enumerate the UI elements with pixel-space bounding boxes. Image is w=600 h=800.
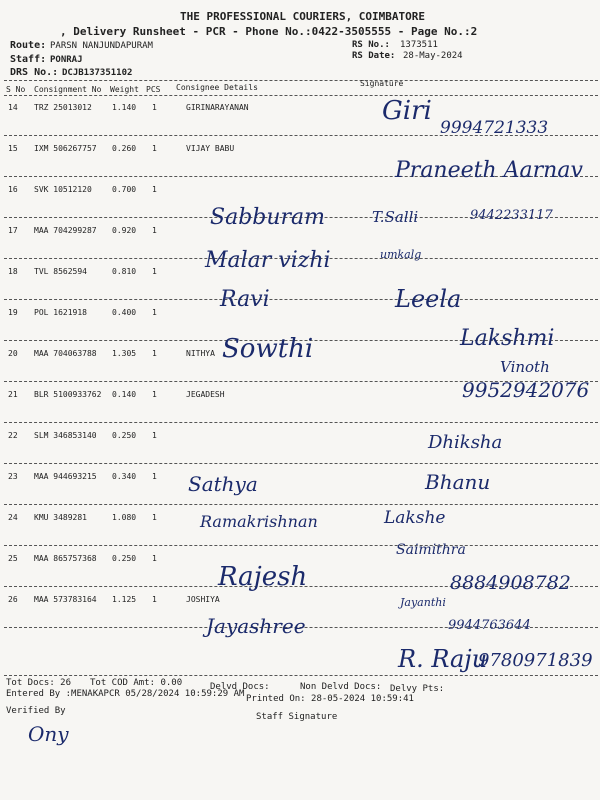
row-weight: 0.260: [112, 144, 137, 153]
handwritten-signature: Leela: [395, 285, 462, 313]
handwritten-signature: T.Salli: [372, 208, 419, 226]
row-sno: 14: [8, 103, 18, 112]
row-consignment-no: SLM 346853140: [34, 431, 97, 440]
handwritten-phone: 9994721333: [440, 118, 549, 138]
rs-no-value: 1373511: [400, 40, 438, 50]
handwritten-phone: 8884908782: [450, 572, 571, 594]
row-weight: 0.140: [112, 390, 137, 399]
row-weight: 1.125: [112, 595, 137, 604]
row-sno: 18: [8, 267, 18, 276]
delivery-points: Delvy Pts:: [390, 684, 445, 694]
route-label: Route:: [10, 40, 47, 51]
row-consignment-no: MAA 573783164: [34, 595, 97, 604]
printed-on: Printed On: 28-05-2024 10:59:41: [246, 694, 414, 704]
staff-value: PONRAJ: [50, 55, 83, 65]
row-pcs: 1: [152, 513, 157, 522]
row-pcs: 1: [152, 267, 157, 276]
row-sno: 23: [8, 472, 18, 481]
row-weight: 0.340: [112, 472, 137, 481]
row-consignment-no: KMU 3489281: [34, 513, 87, 522]
row-weight: 0.920: [112, 226, 137, 235]
handwritten-signature: R. Raju: [398, 645, 488, 673]
row-divider: [4, 299, 598, 300]
handwritten-signature: Lakshmi: [460, 326, 555, 351]
non-delivered-docs: Non Delvd Docs:: [300, 682, 382, 692]
row-divider: [4, 463, 598, 464]
runsheet-subtitle: , Delivery Runsheet - PCR - Phone No.:0422-3505555 - Page No.:2: [60, 25, 478, 38]
col-consignment: Consignment No: [34, 85, 102, 94]
row-sno: 16: [8, 185, 18, 194]
table-row: [0, 424, 600, 465]
row-weight: 1.305: [112, 349, 137, 358]
row-consignee: JOSHIYA: [186, 595, 220, 604]
row-weight: 0.250: [112, 431, 137, 440]
delivered-docs: Delvd Docs:: [210, 682, 270, 692]
rs-no-label: RS No.:: [352, 40, 390, 50]
handwritten-signature: Praneeth Aarnav: [395, 158, 583, 183]
handwritten-phone: 9944763644: [448, 618, 531, 633]
rs-date-value: 28-May-2024: [403, 51, 463, 61]
row-pcs: 1: [152, 390, 157, 399]
row-consignment-no: BLR 5100933762: [34, 390, 102, 399]
col-pcs: PCS: [146, 85, 161, 94]
handwritten-signature: umkalg: [380, 248, 422, 261]
row-consignment-no: MAA 704063788: [34, 349, 97, 358]
total-docs: Tot Docs: 26: [6, 678, 72, 688]
row-consignment-no: TRZ 25013012: [34, 103, 92, 112]
row-pcs: 1: [152, 472, 157, 481]
row-divider: [4, 422, 598, 423]
handwritten-signature: Vinoth: [500, 358, 550, 376]
row-sno: 25: [8, 554, 18, 563]
col-signature: Signature: [360, 79, 404, 88]
row-consignment-no: SVK 10512120: [34, 185, 92, 194]
rs-date-label: RS Date:: [352, 51, 396, 61]
row-weight: 1.140: [112, 103, 137, 112]
row-pcs: 1: [152, 308, 157, 317]
handwritten-signature: Dhiksha: [428, 432, 503, 453]
row-weight: 1.080: [112, 513, 137, 522]
row-sno: 21: [8, 390, 18, 399]
handwritten-name: Malar vizhi: [205, 248, 331, 273]
row-consignee: VIJAY BABU: [186, 144, 235, 153]
handwritten-signature: Saimithra: [396, 542, 466, 558]
row-pcs: 1: [152, 144, 157, 153]
handwritten-signature: Bhanu: [425, 470, 491, 494]
header-top-rule: [4, 80, 598, 81]
row-pcs: 1: [152, 185, 157, 194]
row-pcs: 1: [152, 595, 157, 604]
row-consignee: JEGADESH: [186, 390, 225, 399]
handwritten-name: Sabburam: [210, 205, 326, 230]
staff-label: Staff:: [10, 54, 47, 65]
company-title: THE PROFESSIONAL COURIERS, COIMBATORE: [180, 10, 426, 23]
handwritten-signature: Giri: [382, 96, 432, 126]
row-consignment-no: MAA 865757368: [34, 554, 97, 563]
total-cod: Tot COD Amt: 0.00: [90, 678, 183, 688]
row-sno: 20: [8, 349, 18, 358]
row-consignment-no: MAA 944693215: [34, 472, 97, 481]
handwritten-name: Ravi: [220, 287, 270, 312]
handwritten-name: Jayashree: [206, 614, 306, 638]
row-sno: 19: [8, 308, 18, 317]
entered-by: Entered By :MENAKAPCR 05/28/2024 10:59:29 AM: [6, 689, 245, 699]
drs-label: DRS No.:: [10, 67, 59, 78]
row-pcs: 1: [152, 103, 157, 112]
row-pcs: 1: [152, 349, 157, 358]
row-weight: 0.810: [112, 267, 137, 276]
route-value: PARSN NANJUNDAPURAM: [50, 41, 153, 51]
row-sno: 17: [8, 226, 18, 235]
footer-rule: [4, 675, 598, 676]
row-sno: 15: [8, 144, 18, 153]
col-weight: Weight: [110, 85, 139, 94]
row-pcs: 1: [152, 431, 157, 440]
row-pcs: 1: [152, 226, 157, 235]
handwritten-phone: 9952942076: [462, 378, 590, 402]
row-consignment-no: MAA 704299287: [34, 226, 97, 235]
row-pcs: 1: [152, 554, 157, 563]
col-consignee: Consignee Details: [176, 83, 258, 92]
row-sno: 24: [8, 513, 18, 522]
handwritten-name: Rajesh: [218, 562, 308, 592]
handwritten-signature: Lakshe: [384, 508, 446, 528]
row-divider: [4, 504, 598, 505]
row-consignee: NITHYA: [186, 349, 215, 358]
col-sno: S No: [6, 85, 26, 94]
row-weight: 0.400: [112, 308, 137, 317]
row-weight: 0.700: [112, 185, 137, 194]
drs-value: DCJB137351102: [62, 68, 133, 78]
row-consignment-no: TVL 8562594: [34, 267, 87, 276]
handwritten-name: Sowthi: [222, 334, 314, 364]
staff-signature-label: Staff Signature: [256, 712, 338, 722]
handwritten-name: Sathya: [188, 472, 258, 496]
row-consignee: GIRINARAYANAN: [186, 103, 249, 112]
handwritten-signature: Jayanthi: [400, 596, 446, 609]
handwritten-name: Ramakrishnan: [200, 512, 318, 531]
row-consignment-no: POL 1621918: [34, 308, 87, 317]
table-row: [0, 465, 600, 506]
row-weight: 0.250: [112, 554, 137, 563]
row-sno: 26: [8, 595, 18, 604]
row-divider: [4, 545, 598, 546]
handwritten-phone: 9442233117: [470, 208, 553, 223]
verified-by-label: Verified By: [6, 706, 66, 716]
row-sno: 22: [8, 431, 18, 440]
verified-signature: Ony: [28, 722, 69, 746]
handwritten-phone: 9780971839: [478, 650, 593, 671]
row-consignment-no: IXM 506267757: [34, 144, 97, 153]
